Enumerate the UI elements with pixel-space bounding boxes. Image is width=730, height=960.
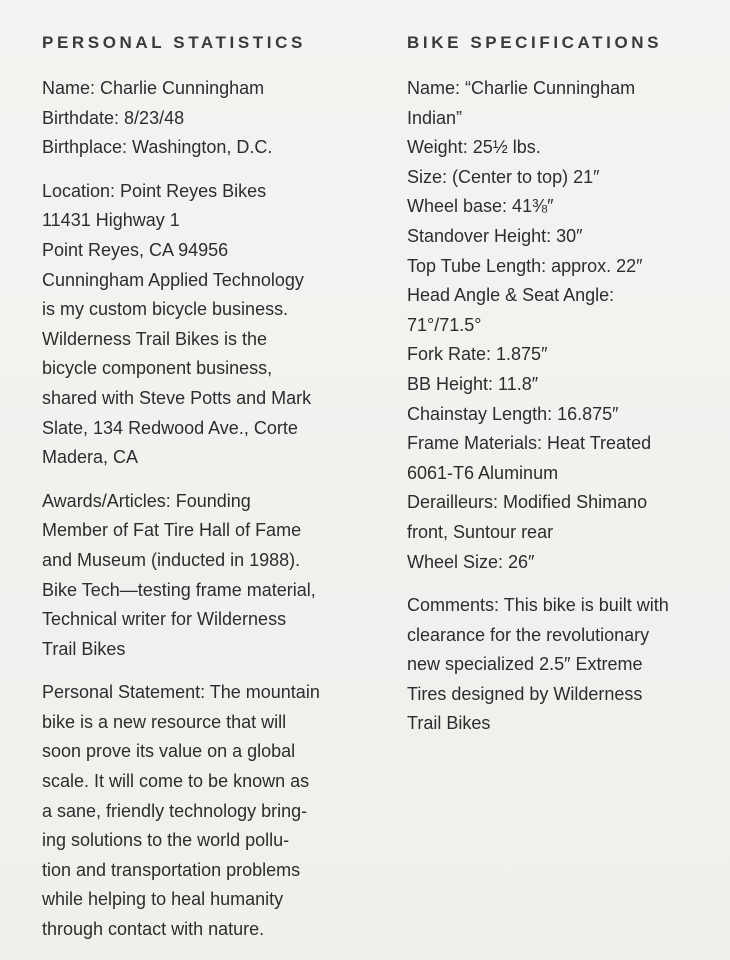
text-line: Wheel Size: 26″ (407, 551, 535, 572)
text-line: bicycle component business, (42, 358, 273, 379)
text-line: 11431 Highway 1 (42, 210, 180, 231)
text-line: Indian” (407, 107, 463, 128)
text-line: Head Angle & Seat Angle: (407, 285, 615, 306)
text-line: Point Reyes, CA 94956 (42, 239, 229, 260)
bike-specifications-column (407, 30, 717, 753)
text-line: Name: “Charlie Cunningham (407, 78, 636, 98)
text-line: BB Height: 11.8″ (407, 373, 539, 394)
text-line: 71°/71.5° (407, 314, 482, 335)
text-line: Chainstay Length: 16.875″ (407, 403, 619, 424)
text-line: Derailleurs: Modified Shimano (407, 492, 648, 513)
text-line: Trail Bikes (407, 713, 491, 734)
text-line: Location: Point Reyes Bikes (42, 180, 267, 201)
bike-blocks (407, 74, 717, 739)
text-line: bike is a new resource that will (42, 711, 287, 732)
text-line: Bike Tech—testing frame material, (42, 579, 316, 600)
text-line: 6061-T6 Aluminum (407, 462, 559, 483)
text-line: tion and transportation problems (42, 859, 301, 880)
text-line: Wheel base: 41⅜″ (407, 196, 554, 217)
text-line: new specialized 2.5″ Extreme (407, 654, 643, 675)
text-line: Birthdate: 8/23/48 (42, 107, 185, 128)
text-block (42, 177, 372, 473)
text-line: Slate, 134 Redwood Ave., Corte (42, 417, 298, 438)
text-block (407, 74, 717, 577)
text-line: Member of Fat Tire Hall of Fame (42, 520, 302, 541)
text-line: Name: Charlie Cunningham (42, 78, 265, 98)
text-line: Personal Statement: The mountain (42, 682, 320, 703)
text-line: Comments: This bike is built with (407, 595, 669, 616)
text-block (42, 487, 372, 665)
bike-specifications-heading: BIKE SPECIFICATIONS (407, 33, 663, 52)
text-line: Trail Bikes (42, 638, 126, 659)
text-line: Frame Materials: Heat Treated (407, 433, 652, 454)
text-line: shared with Steve Potts and Mark (42, 387, 312, 408)
text-line: Technical writer for Wilderness (42, 609, 287, 630)
text-line: is my custom bicycle business. (42, 299, 289, 320)
text-block (407, 591, 717, 739)
text-line: ing solutions to the world pollu- (42, 830, 290, 851)
text-line: Fork Rate: 1.875″ (407, 344, 548, 365)
text-line: a sane, friendly technology bring- (42, 800, 308, 821)
text-line: Wilderness Trail Bikes is the (42, 328, 268, 349)
personal-statistics-heading: PERSONAL STATISTICS (42, 33, 306, 52)
text-line: while helping to heal humanity (42, 889, 284, 910)
text-line: Size: (Center to top) 21″ (407, 166, 600, 187)
text-line: through contact with nature. (42, 919, 265, 940)
text-line: Standover Height: 30″ (407, 225, 583, 246)
text-line: Awards/Articles: Founding (42, 490, 251, 511)
text-line: Weight: 25½ lbs. (407, 137, 541, 158)
text-line: front, Suntour rear (407, 521, 554, 542)
personal-statistics-column (42, 30, 372, 959)
text-block (42, 678, 372, 944)
text-line: Cunningham Applied Technology (42, 269, 304, 290)
text-block (42, 74, 372, 163)
text-line: scale. It will come to be known as (42, 771, 310, 792)
text-line: clearance for the revolutionary (407, 624, 650, 645)
text-line: Tires designed by Wilderness (407, 683, 643, 704)
text-line: soon prove its value on a global (42, 741, 296, 762)
text-line: and Museum (inducted in 1988). (42, 549, 301, 570)
text-line: Birthplace: Washington, D.C. (42, 137, 273, 158)
text-line: Madera, CA (42, 447, 139, 468)
text-line: Top Tube Length: approx. 22″ (407, 255, 643, 276)
personal-blocks (42, 74, 372, 945)
